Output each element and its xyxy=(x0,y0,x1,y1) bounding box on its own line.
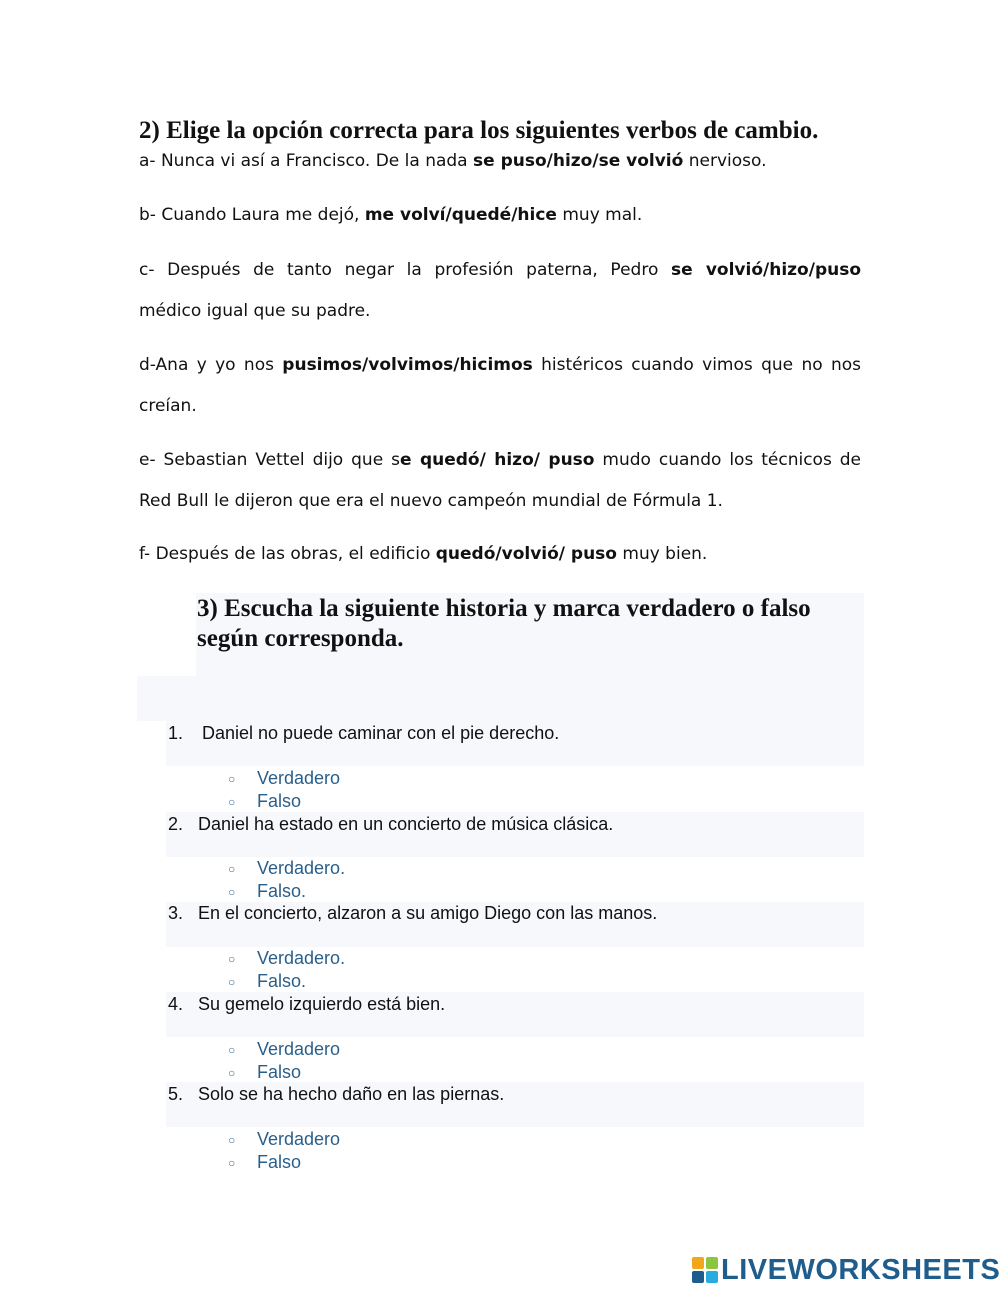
item-d-options: pusimos/volvimos/hicimos xyxy=(282,355,533,375)
question-3-text: En el concierto, alzaron a su amigo Diego con las manos. xyxy=(198,903,658,923)
liveworksheets-logo xyxy=(692,1254,1000,1286)
section-2-title: 2) Elige la opción correcta para los siguientes verbos de cambio. xyxy=(139,117,819,144)
question-2-option-true[interactable]: ○ Verdadero. xyxy=(228,858,346,878)
radio-circle-icon: ○ xyxy=(228,952,236,966)
item-a: a- Nunca vi así a Francisco. De la nada se puso/hizo/se volvió nervioso. xyxy=(139,151,767,171)
liveworksheets-logo-icon xyxy=(692,1257,718,1283)
logo-tile xyxy=(706,1271,718,1283)
item-b: b- Cuando Laura me dejó, me volví/quedé/hice muy mal. xyxy=(139,205,643,225)
question-5-option-false[interactable]: ○ Falso xyxy=(228,1152,302,1172)
question-4-text: Su gemelo izquierdo está bien. xyxy=(198,994,446,1014)
item-a-options: se puso/hizo/se volvió xyxy=(473,151,684,171)
radio-circle-icon: ○ xyxy=(228,795,236,809)
question-5-text: Solo se ha hecho daño en las piernas. xyxy=(198,1084,505,1104)
item-c-line2: médico igual que su padre. xyxy=(139,301,371,321)
radio-circle-icon: ○ xyxy=(228,1156,236,1170)
question-1-text: Daniel no puede caminar con el pie derecho. xyxy=(202,723,560,743)
section-3-side-background xyxy=(137,676,197,721)
question-1-option-false[interactable]: ○ Falso xyxy=(228,791,302,811)
question-3-number: 3. xyxy=(168,903,184,923)
logo-tile xyxy=(692,1257,704,1269)
item-c: c- Después de tanto negar la profesión paterna, Pedro se volvió/hizo/puso xyxy=(139,260,862,280)
item-e-options: e quedó/ hizo/ puso xyxy=(399,450,595,470)
question-2-option-false[interactable]: ○ Falso. xyxy=(228,881,307,901)
question-1-number: 1. xyxy=(168,723,184,743)
radio-circle-icon: ○ xyxy=(228,1066,236,1080)
logo-tile xyxy=(706,1257,718,1269)
radio-circle-icon: ○ xyxy=(228,885,236,899)
question-4-option-false[interactable]: ○ Falso xyxy=(228,1062,302,1082)
item-e: e- Sebastian Vettel dijo que se quedó/ hizo/ puso mudo cuando los técnicos de xyxy=(139,450,861,470)
radio-circle-icon: ○ xyxy=(228,772,236,786)
logo-tile xyxy=(692,1271,704,1283)
question-2-number: 2. xyxy=(168,814,184,834)
question-4-option-true[interactable]: ○ Verdadero xyxy=(228,1039,341,1059)
radio-circle-icon: ○ xyxy=(228,1133,236,1147)
logo-text: LIVEWORKSHEETS xyxy=(721,1253,1000,1286)
question-5-option-true[interactable]: ○ Verdadero xyxy=(228,1129,341,1149)
item-f: f- Después de las obras, el edificio quedó/volvió/ puso muy bien. xyxy=(139,544,708,564)
section-3-title: 3) Escucha la siguiente historia y marca verdadero o falso según corresponda. xyxy=(197,595,811,652)
question-5-number: 5. xyxy=(168,1084,184,1104)
item-b-options: me volví/quedé/hice xyxy=(364,205,557,225)
item-e-line2: Red Bull le dijeron que era el nuevo campeón mundial de Fórmula 1. xyxy=(139,491,723,511)
radio-circle-icon: ○ xyxy=(228,1043,236,1057)
question-4-number: 4. xyxy=(168,994,184,1014)
item-d-line2: creían. xyxy=(139,396,197,416)
question-3-option-false[interactable]: ○ Falso. xyxy=(228,971,307,991)
radio-circle-icon: ○ xyxy=(228,975,236,989)
radio-circle-icon: ○ xyxy=(228,862,236,876)
item-f-options: quedó/volvió/ puso xyxy=(435,544,617,564)
question-2-text: Daniel ha estado en un concierto de música clásica. xyxy=(198,814,614,834)
item-d: d-Ana y yo nos pusimos/volvimos/hicimos histéricos cuando vimos que no nos xyxy=(139,355,861,375)
item-c-options: se volvió/hizo/puso xyxy=(671,260,862,280)
question-3-option-true[interactable]: ○ Verdadero. xyxy=(228,948,346,968)
question-1-option-true[interactable]: ○ Verdadero xyxy=(228,768,341,788)
